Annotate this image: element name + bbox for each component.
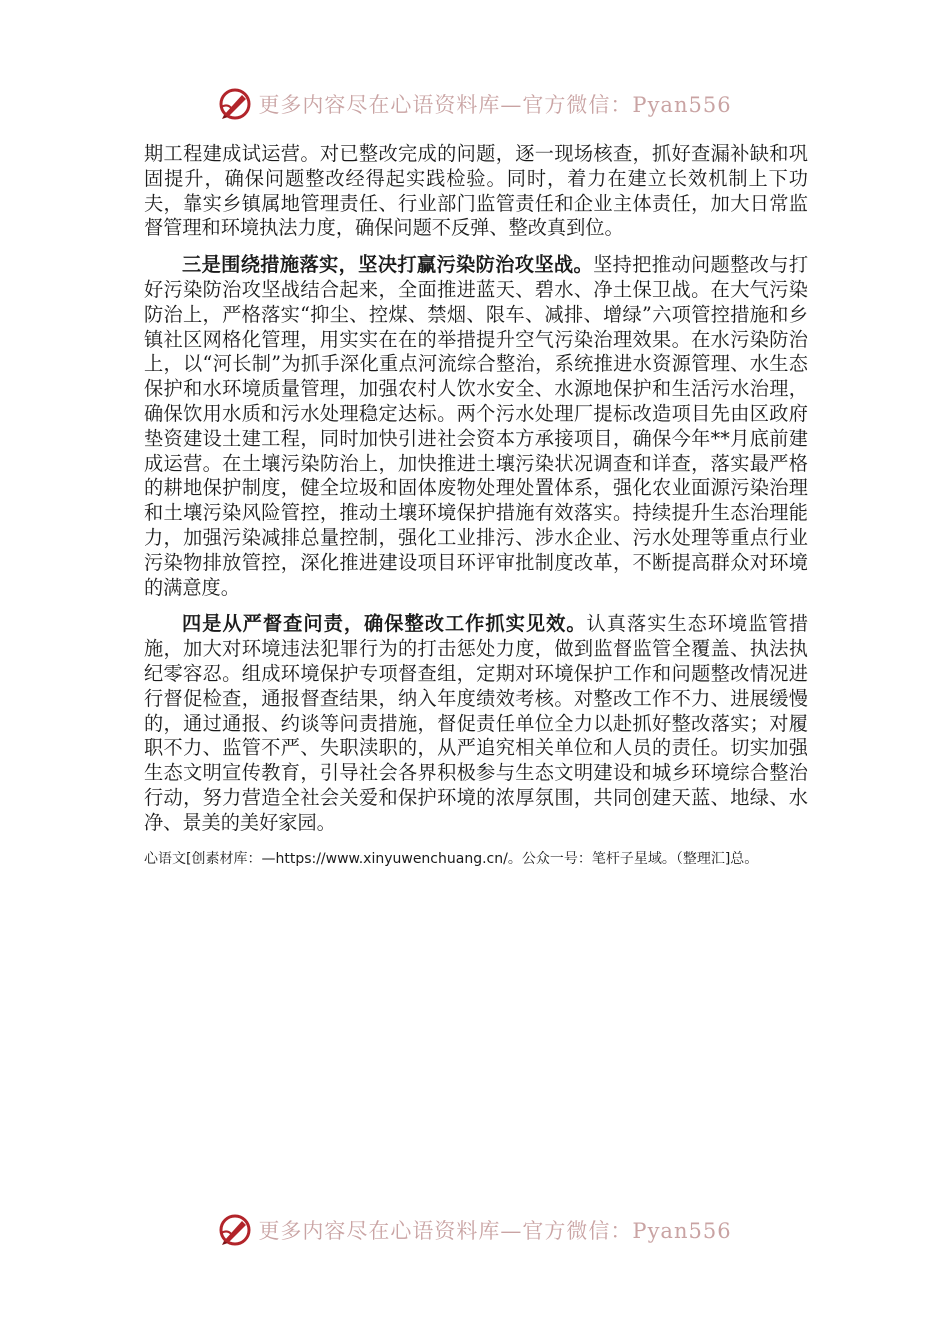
header-banner-text: 更多内容尽在心语资料库—官方微信：Pyan556: [258, 93, 732, 117]
header-banner: [0, 84, 950, 124]
paragraph-text: 坚持把推动问题整改与打好污染防治攻坚战结合起来，全面推进蓝天、碧水、净土保卫战。在大气污染防治上，严格落实“抑尘、控煤、禁烟、限车、减排、增绿”六项管控措施和乡镇社区网格化管理，用实实在在的举措提升空气污染治理效果。在水污染防治上，以“河长制”为抓手深化重点河流综合整治，系统推进水资源管理、水生态保护和水环境质量管理，加强农村人饮水安全、水源地保护和生活污水治理，确保饮用水质和污水处理稳定达标。两个污水处理厂提标改造项目先由区政府垫资建设土建工程，同时加快引进社会资本方承接项目，确保今年**月底前建成运营。在土壤污染防治上，加快推进土壤污染状况调查和详查，落实最严格的耕地保护制度，健全垃圾和固体废物处理处置体系，强化农业面源污染治理和土壤污染风险管控，推动土壤环境保护措施有效落实。持续提升生态治理能力，加强污染减排总量控制，强化工业排污、涉水企业、污水处理等重点行业污染物排放管控，深化推进建设项目环评审批制度改革，不断提高群众对环境的满意度。: [144, 253, 809, 599]
source-note: 心语文[创素材库：—https://www.xinyuwenchuang.cn/。公众一号：笔杆子星域。（整理汇]总。: [144, 850, 759, 867]
footer-banner-text: 更多内容尽在心语资料库—官方微信：Pyan556: [258, 1219, 732, 1243]
footer-banner: [0, 1210, 950, 1250]
pen-logo-icon: [218, 1213, 252, 1247]
document-body: [144, 142, 808, 870]
paragraph-lead-heading: 三是围绕措施落实，坚决打赢污染防治攻坚战。: [182, 253, 594, 277]
paragraph-supervision: [144, 612, 808, 835]
paragraph-pollution-prevention: [144, 253, 808, 600]
paragraph-lead-heading: 四是从严督查问责，确保整改工作抓实见效。: [182, 612, 587, 636]
paragraph-text: 认真落实生态环境监管措施，加大对环境违法犯罪行为的打击惩处力度，做到监督监管全覆盖、执法执纪零容忍。组成环境保护专项督查组，定期对环境保护工作和问题整改情况进行督促检查，通报督查结果，纳入年度绩效考核。对整改工作不力、进展缓慢的，通过通报、约谈等问责措施，督促责任单位全力以赴抓好整改落实；对履职不力、监管不严、失职渎职的，从严追究相关单位和人员的责任。切实加强生态文明宣传教育，引导社会各界积极参与生态文明建设和城乡环境综合整治行动，努力营造全社会关爱和保护环境的浓厚氛围，共同创建天蓝、地绿、水净、景美的美好家园。: [144, 612, 809, 834]
pen-logo-icon: [218, 87, 252, 121]
paragraph-continuation: 期工程建成试运营。对已整改完成的问题，逐一现场核查，抓好查漏补缺和巩固提升，确保问题整改经得起实践检验。同时，着力在建立长效机制上下功夫，靠实乡镇属地管理责任、行业部门监管责任和企业主体责任，加大日常监督管理和环境执法力度，确保问题不反弹、整改真到位。: [144, 142, 808, 240]
